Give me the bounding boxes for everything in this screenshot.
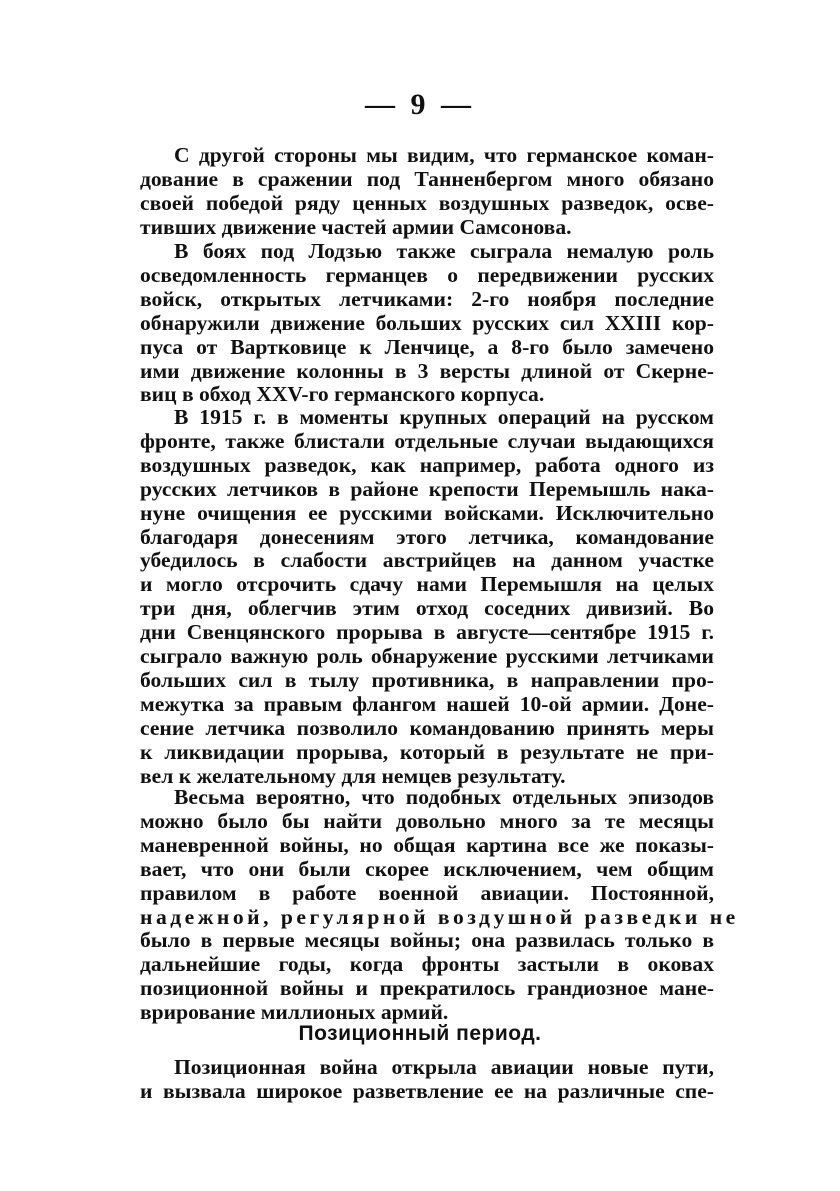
- text-line: и вызвала широкое разветвление ее на различные спе-: [140, 1078, 714, 1103]
- paragraph-5: [140, 1056, 714, 1104]
- text-line: сыграло важную роль обнаружение русскими летчиками: [140, 644, 714, 669]
- text-line: убедилось в слабости австрийцев на данном участке: [140, 548, 714, 573]
- text-line: надежной, регулярной воздушной разведки не: [140, 904, 739, 929]
- text-line: нуне очищения ее русскими войсками. Исключительно: [140, 500, 714, 525]
- text-line: русских летчиков в районе крепости Перемышль нака-: [140, 476, 714, 501]
- section-heading: Позиционный период.: [298, 1022, 542, 1045]
- text-line: обнаружили движение больших русских сил XXIII кор-: [140, 310, 714, 335]
- text-line: войск, открытых летчиками: 2-го ноября последние: [140, 286, 714, 311]
- text-line: дальнейшие годы, когда фронты застыли в оковах: [140, 952, 714, 977]
- paragraph-2: [140, 240, 714, 407]
- text-line: тивших движение частей армии Самсонова.: [140, 214, 572, 239]
- text-line: пуса от Вартковице к Ленчице, а 8-го было замечено: [140, 334, 714, 359]
- paragraph-1: [140, 144, 714, 240]
- text-line: позиционной войны и прекратилось грандиозное мане-: [140, 976, 714, 1001]
- text-line: фронте, также блистали отдельные случаи выдающихся: [140, 428, 714, 453]
- text-line: В боях под Лодзью также сыграла немалую роль: [174, 239, 714, 263]
- text-line: дни Свенцянского прорыва в августе—сентябре 1915 г.: [140, 620, 714, 645]
- text-line: осведомленность германцев о передвижении русских: [140, 262, 714, 287]
- text-line: вает, что они были скорее исключением, чем общим: [140, 856, 714, 881]
- text-line: три дня, облегчив этим отход соседних дивизий. Во: [140, 596, 714, 621]
- page-number: — 9 —: [365, 88, 475, 121]
- text-line: маневренной войны, но общая картина все же показы-: [140, 832, 714, 857]
- text-line: больших сил в тылу противника, в направлении про-: [140, 667, 714, 692]
- text-line: ими движение колонны в 3 версты длиной от Скерне-: [140, 358, 714, 383]
- text-line: и могло отсрочить сдачу нами Перемышля на целых: [140, 572, 714, 597]
- text-line: виц в обход XXV-го германского корпуса.: [140, 382, 545, 407]
- text-line: дование в сражении под Танненбергом много обязано: [140, 166, 714, 191]
- text-line: к ликвидации прорыва, который в результате не при-: [140, 739, 714, 764]
- text-line: было в первые месяцы войны; она развилась только в: [140, 928, 714, 953]
- paragraph-4: [140, 785, 739, 1025]
- text-line: своей победой ряду ценных воздушных разведок, осве-: [140, 190, 714, 215]
- paragraph-3: [140, 406, 714, 789]
- text-line: Позиционная война открыла авиации новые пути,: [174, 1055, 714, 1079]
- text-line: Весьма вероятно, что подобных отдельных эпизодов: [174, 785, 714, 809]
- text-line: врирование миллионых армий.: [140, 1000, 449, 1025]
- text-line: можно было бы найти довольно много за те месяцы: [140, 808, 714, 833]
- text-line: вел к желательному для немцев результату.: [140, 763, 566, 788]
- text-line: благодаря донесениям этого летчика, командование: [140, 524, 714, 549]
- text-line: В 1915 г. в моменты крупных операций на русском: [174, 405, 714, 429]
- text-line: межутка за правым флангом нашей 10-ой армии. Доне-: [140, 691, 714, 716]
- text-line: воздушных разведок, как например, работа одного из: [140, 452, 714, 477]
- text-line: правилом в работе военной авиации. Постоянной,: [140, 880, 714, 905]
- text-line: сение летчика позволило командованию принять меры: [140, 715, 714, 740]
- text-line: С другой стороны мы видим, что германское коман-: [174, 143, 714, 167]
